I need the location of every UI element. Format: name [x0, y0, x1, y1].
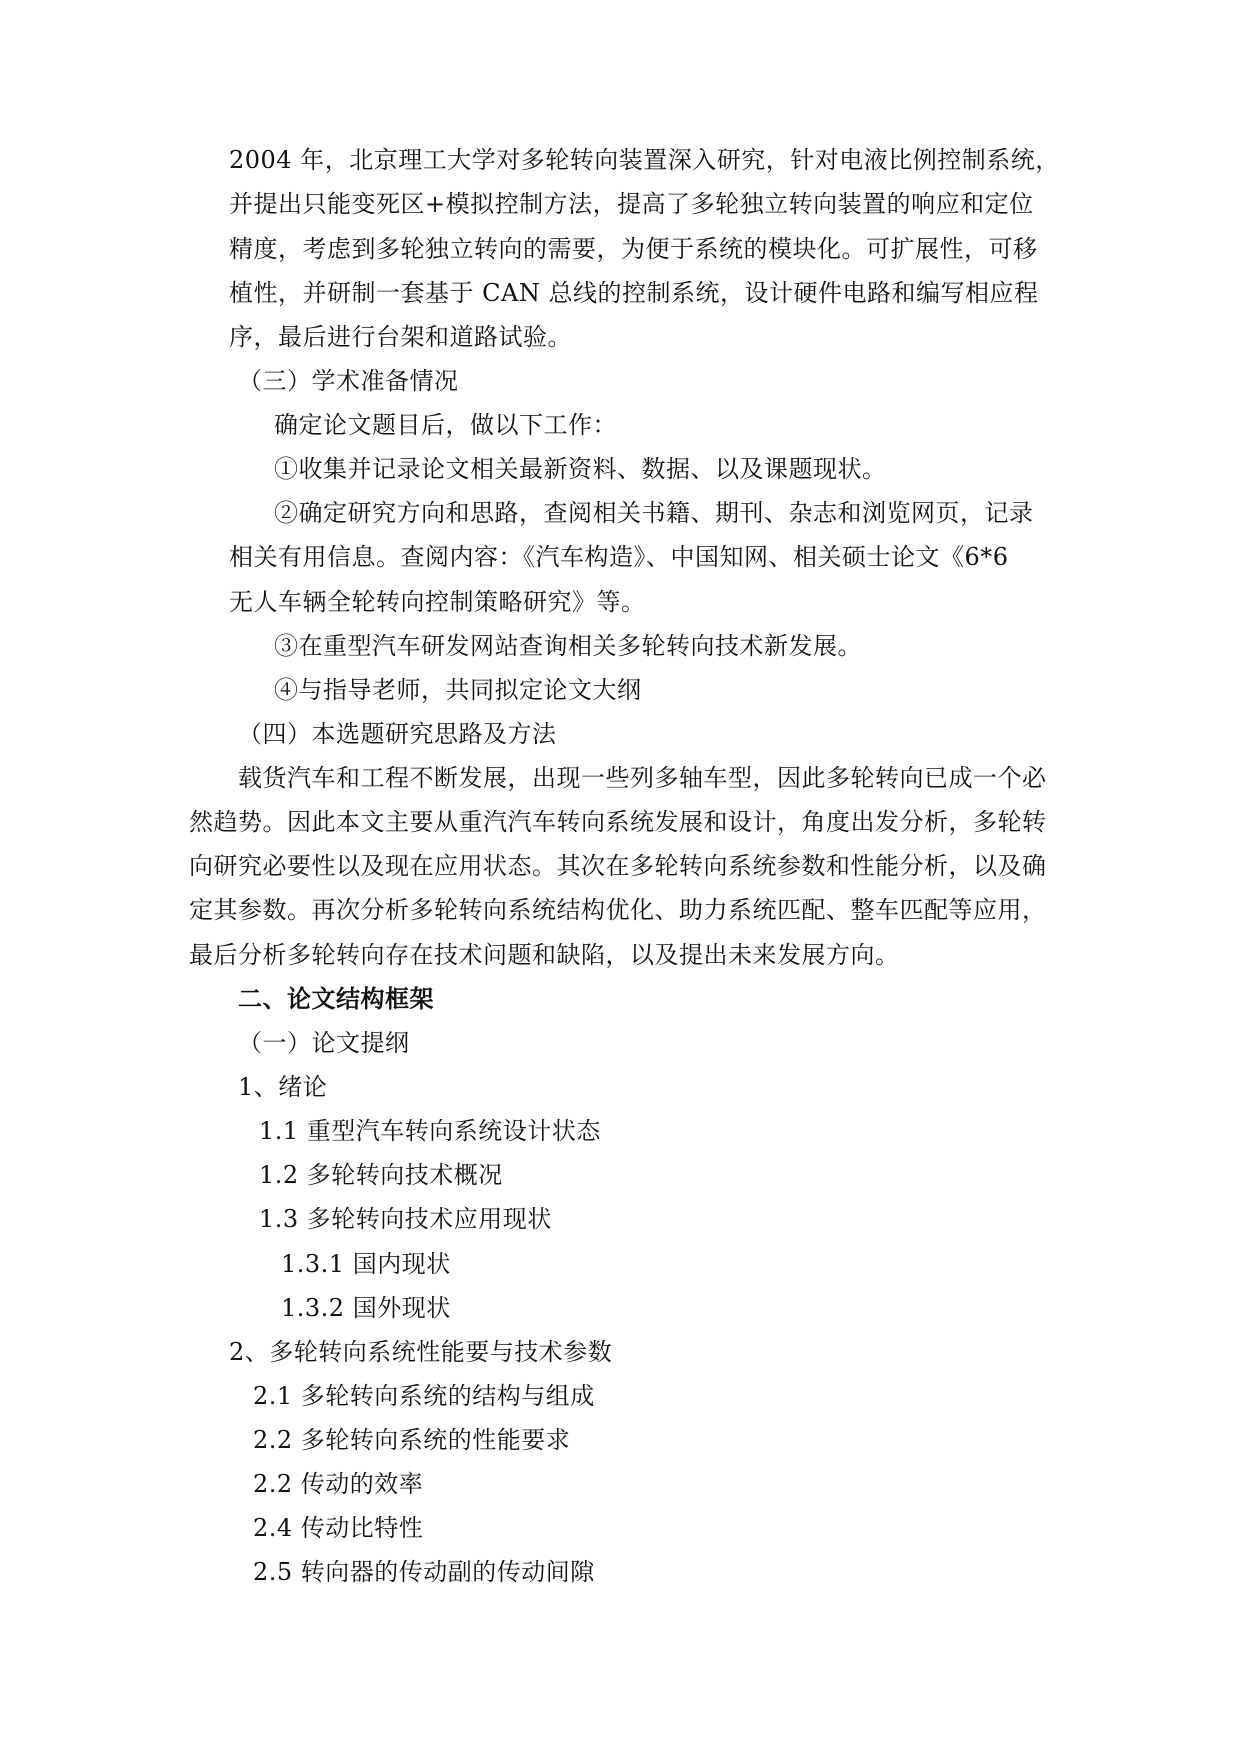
body-paragraph-line: 精度，考虑到多轮独立转向的需要，为便于系统的模块化。可扩展性，可移: [229, 235, 1038, 263]
section-heading: （四）本选题研究思路及方法: [238, 720, 557, 748]
outline-item-level1: 2、多轮转向系统性能要与技术参数: [229, 1338, 613, 1366]
body-paragraph-line: 定其参数。再次分析多轮转向系统结构优化、助力系统匹配、整车匹配等应用，: [189, 896, 1047, 924]
list-item-continuation: 无人车辆全轮转向控制策略研究》等。: [229, 588, 646, 616]
list-item: ③在重型汽车研发网站查询相关多轮转向技术新发展。: [274, 632, 862, 660]
body-paragraph-line: 向研究必要性以及现在应用状态。其次在多轮转向系统参数和性能分析，以及确: [189, 852, 1047, 880]
outline-item-level2: 2.5 转向器的传动副的传动间隙: [253, 1558, 595, 1586]
outline-item-level2: 2.2 多轮转向系统的性能要求: [253, 1426, 571, 1454]
outline-item-level2: 1.2 多轮转向技术概况: [259, 1161, 503, 1189]
section-heading: （一）论文提纲: [238, 1029, 410, 1057]
outline-item-level3: 1.3.2 国外现状: [281, 1294, 451, 1322]
list-item: ②确定研究方向和思路，查阅相关书籍、期刊、杂志和浏览网页，记录: [274, 499, 1034, 527]
chapter-heading: 二、论文结构框架: [238, 984, 434, 1013]
outline-item-level2: 2.4 传动比特性: [253, 1514, 424, 1542]
body-paragraph-line: 确定论文题目后，做以下工作：: [274, 411, 617, 439]
body-paragraph-line: 最后分析多轮转向存在技术问题和缺陷，以及提出未来发展方向。: [189, 941, 900, 969]
outline-item-level2: 1.3 多轮转向技术应用现状: [259, 1205, 552, 1233]
body-paragraph-line: 然趋势。因此本文主要从重汽汽车转向系统发展和设计，角度出发分析，多轮转: [189, 808, 1047, 836]
outline-item-level1: 1、绪论: [238, 1073, 328, 1101]
list-item: ④与指导老师，共同拟定论文大纲: [274, 676, 642, 704]
section-heading: （三）学术准备情况: [238, 367, 459, 395]
outline-item-level2: 1.1 重型汽车转向系统设计状态: [259, 1117, 601, 1145]
outline-item-level2: 2.2 传动的效率: [253, 1470, 424, 1498]
body-paragraph-line: 并提出只能变死区+模拟控制方法，提高了多轮独立转向装置的响应和定位: [229, 190, 1034, 218]
list-item: ①收集并记录论文相关最新资料、数据、以及课题现状。: [274, 455, 887, 483]
body-paragraph-line: 序，最后进行台架和道路试验。: [229, 323, 572, 351]
body-paragraph-line: 植性，并研制一套基于 CAN 总线的控制系统，设计硬件电路和编写相应程: [229, 279, 1039, 307]
body-paragraph-line: 2004 年，北京理工大学对多轮转向装置深入研究，针对电液比例控制系统，: [229, 146, 1060, 174]
list-item-continuation: 相关有用信息。查阅内容：《汽车构造》、中国知网、相关硕士论文《6*6: [229, 543, 1009, 571]
outline-item-level2: 2.1 多轮转向系统的结构与组成: [253, 1382, 595, 1410]
outline-item-level3: 1.3.1 国内现状: [281, 1250, 451, 1278]
body-paragraph-line: 载货汽车和工程不断发展，出现一些列多轴车型，因此多轮转向已成一个必: [238, 764, 1047, 792]
